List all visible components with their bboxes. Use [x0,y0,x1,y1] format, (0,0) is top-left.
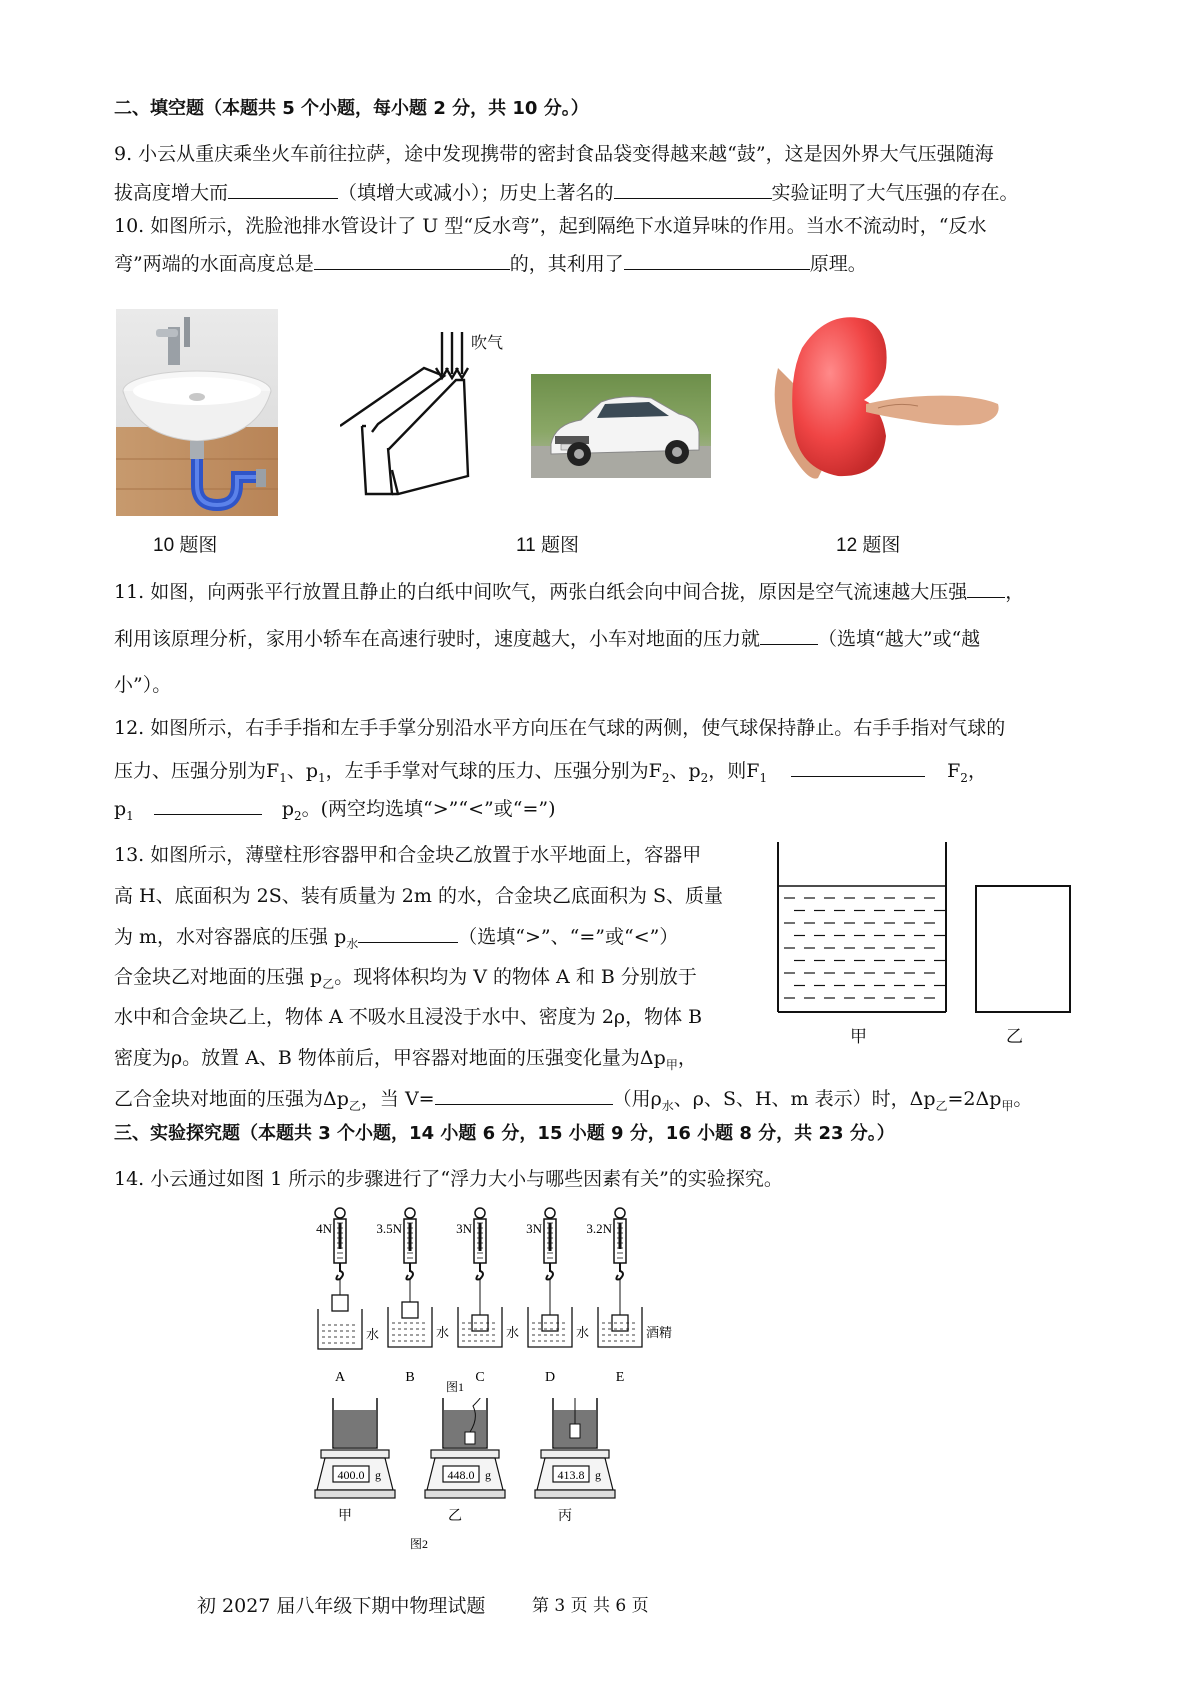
q11-line-2 [114,626,980,651]
liquid-label: 酒精 [646,1325,673,1340]
balloon-photo [758,308,1006,490]
q9-line-1: 9. 小云从重庆乘坐火车前往拉萨，途中发现携带的密封食品袋变得越来越“鼓”，这是因外界大气压强随海 [114,143,994,165]
section-2-heading: 二、填空题（本题共 5 个小题，每小题 2 分，共 10 分。） [114,98,589,119]
q13-text-d: 。现将体积均为 V 的物体 A 和 B 分别放于 [334,966,697,988]
spring-scale-step-E [586,1208,672,1385]
q13-text-i: （用ρ [612,1088,662,1110]
q10-text-c: 原理。 [809,253,867,275]
q9-line-2 [114,180,1019,205]
q13-sub: 乙 [348,1098,361,1113]
q12-line-2 [114,758,987,790]
q9-text-a: 拔高度增大而 [114,182,229,204]
scale-reading-D: 3N [526,1221,542,1236]
step-label-B: B [405,1370,415,1385]
q11-line-3: 小”）。 [114,674,172,696]
q12-text-e: ，则F [708,760,760,782]
balance-label: 乙 [448,1509,462,1524]
q13-sub: 乙 [322,976,335,991]
q13-line-1: 13. 如图所示，薄壁柱形容器甲和合金块乙放置于水平地面上，容器甲 [114,844,702,866]
fig12-caption: 12 题图 [836,535,901,556]
q11-text-b: ， [1005,581,1025,603]
scale-reading-E: 3.2N [586,1221,612,1236]
q10-text-a: 弯”两端的水面高度总是 [114,253,314,275]
q11-blank-1[interactable] [967,579,1005,598]
balance-reading: 400.0 [337,1468,365,1482]
q13-line-2: 高 H、底面积为 2S、装有质量为 2m 的水，合金块乙底面积为 S、质量 [114,885,723,907]
spring-scale-step-A [316,1208,379,1385]
q10-blank-2[interactable] [624,251,810,270]
q12-sub: 1 [279,770,287,785]
q13-text-j: 、ρ、S、H、m 表示）时，Δp [673,1088,936,1110]
q12-sub: 2 [960,770,968,785]
q12-sub: 1 [126,808,134,823]
spring-scale-step-C [456,1208,519,1385]
balance-2 [535,1398,615,1524]
liquid-label: 水 [576,1325,590,1340]
liquid-label: 水 [436,1325,450,1340]
blow-label: 吹气 [471,333,504,352]
fig10-caption: 10 题图 [153,535,218,556]
label-container-jia: 甲 [850,1027,867,1047]
sink-illustration [116,309,278,516]
label-block-yi: 乙 [1006,1027,1023,1047]
q14-line-1: 14. 小云通过如图 1 所示的步骤进行了“浮力大小与哪些因素有关”的实验探究。 [114,1168,783,1190]
q13-text-b: （选填“>”、“=”或“<”） [458,926,679,948]
q12-blank-2[interactable] [154,796,262,815]
figure-1-spring-scale-experiment [300,1205,720,1393]
q13-line-3 [114,924,678,956]
spring-scale-step-D [526,1208,589,1385]
liquid-label: 水 [506,1325,520,1340]
q13-line-6 [114,1046,697,1077]
q13-line-5: 水中和合金块乙上，物体 A 不吸水且浸没于水中、密度为 2ρ，物体 B [114,1006,703,1028]
q13-text-f: ， [677,1047,697,1069]
q12-text-a: 压力、压强分别为F [114,760,280,782]
q11-line-1 [114,579,1024,604]
figure-2-balance-experiment [310,1398,650,1563]
q12-text-h: p [114,798,127,820]
q13-sub: 甲 [1001,1098,1014,1113]
q10-line-1: 10. 如图所示，洗脸池排水管设计了 U 型“反水弯”，起到隔绝下水道异味的作用。当水不流动时，“反水 [114,215,987,237]
q12-text-g: ， [967,760,987,782]
q13-sub: 甲 [665,1057,678,1072]
q13-sub: 乙 [935,1098,948,1113]
q9-blank-1[interactable] [228,180,338,199]
section-3-heading: 三、实验探究题（本题共 3 个小题，14 小题 6 分，15 小题 9 分，16 小题 8 分，共 23 分。） [114,1123,895,1144]
car-photo [531,374,711,478]
scale-reading-C: 3N [456,1221,472,1236]
q12-sub: 2 [700,770,709,785]
q12-text-d: 、p [669,760,701,782]
step-label-E: E [615,1370,625,1385]
liquid-label: 水 [366,1327,380,1342]
figure-2-caption: 图2 [410,1537,429,1551]
q12-text-c: ，左手手掌对气球的压力、压强分别为F [325,760,662,782]
q11-text-a: 11. 如图，向两张平行放置且静止的白纸中间吹气，两张白纸会向中间合拢，原因是空气流速越大压强 [114,581,968,603]
q13-text-g: 乙合金块对地面的压强为Δp [114,1088,349,1110]
q12-sub: 1 [318,770,326,785]
q13-sub: 水 [661,1098,674,1113]
q12-text-j: 。(两空均选填“>”“<”或“=”) [301,798,556,820]
q9-text-c: 实验证明了大气压强的存在。 [771,182,1019,204]
figure-1-caption: 图1 [446,1380,465,1393]
q9-blank-2[interactable] [614,180,772,199]
q12-line-3 [114,796,556,828]
q11-text-c: 利用该原理分析，家用小轿车在高速行驶时，速度越大，小车对地面的压力就 [114,628,761,650]
q12-sub: 2 [293,808,302,823]
parallel-papers-diagram [340,328,500,503]
scale-reading-B: 3.5N [376,1221,402,1236]
spring-scale-step-B [376,1208,449,1385]
container-and-block-diagram [770,840,1080,1020]
balance-unit: g [595,1468,601,1482]
q13-text-c: 合金块乙对地面的压强 p [114,966,323,988]
step-label-D: D [544,1370,556,1385]
q13-text-e: 密度为ρ。放置 A、B 物体前后，甲容器对地面的压强变化量为Δp [114,1047,666,1069]
q12-sub: 1 [759,770,768,785]
balance-0 [315,1398,395,1524]
q13-line-4 [114,965,697,996]
balance-unit: g [485,1468,491,1482]
q12-blank-1[interactable] [791,758,925,777]
q12-text-i: p [281,798,294,820]
q13-blank-1[interactable] [358,924,458,943]
q13-text-l: 。 [1013,1088,1033,1110]
q13-text-h: ，当 V= [360,1088,435,1110]
scale-reading-A: 4N [316,1221,332,1236]
q10-text-b: 的，其利用了 [509,253,624,275]
water-pattern [784,898,945,998]
q9-text-b: （填增大或减小）；历史上著名的 [338,182,614,204]
step-label-A: A [334,1370,346,1385]
q12-line-1: 12. 如图所示，右手手指和左手手掌分别沿水平方向压在气球的两侧，使气球保持静止。右手手指对气球的 [114,717,1006,739]
q13-blank-2[interactable] [435,1086,613,1105]
q11-blank-2[interactable] [760,626,818,645]
q12-text-f: F [947,760,961,782]
balance-1 [425,1398,505,1524]
q10-blank-1[interactable] [314,251,510,270]
q10-line-2 [114,251,867,276]
balance-label: 甲 [338,1509,352,1524]
balance-unit: g [375,1468,381,1482]
balance-label: 丙 [558,1509,572,1524]
fig11-caption: 11 题图 [516,535,580,556]
q13-line-7 [114,1086,1032,1118]
q12-text-b: 、p [286,760,318,782]
q13-sub: 水 [346,936,359,951]
footer-title: 初 2027 届八年级下期中物理试题 [197,1595,486,1617]
step-label-C: C [475,1370,485,1385]
q13-text-k: =2Δp [947,1088,1002,1110]
q13-text-a: 为 m，水对容器底的压强 p [114,926,347,948]
page-number: 第 3 页 共 6 页 [532,1596,649,1616]
balance-reading: 413.8 [557,1468,585,1482]
q12-sub: 2 [661,770,670,785]
q11-text-d: （选填“越大”或“越 [818,628,981,650]
balance-reading: 448.0 [447,1468,475,1482]
